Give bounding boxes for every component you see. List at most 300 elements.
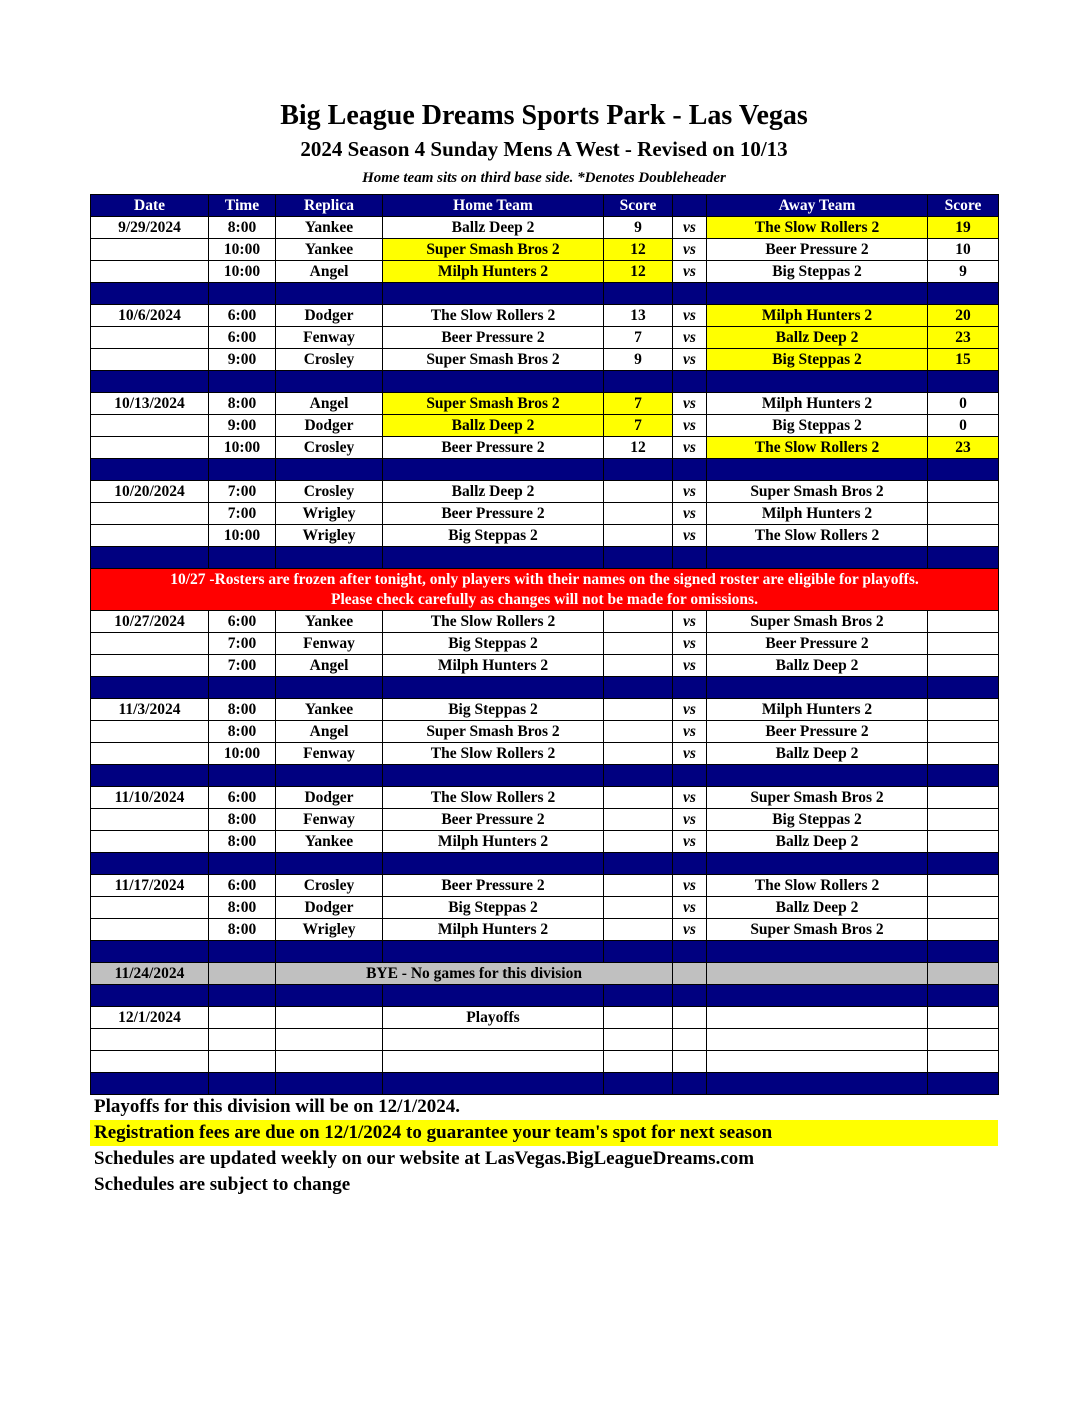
- game-row: [91, 875, 999, 897]
- empty-cell: [91, 547, 209, 569]
- home-team-cell: Beer Pressure 2: [383, 437, 604, 459]
- away-team-cell: Super Smash Bros 2: [707, 481, 928, 503]
- empty-cell: [383, 1051, 604, 1073]
- home-score-cell: 7: [604, 393, 673, 415]
- page-subtitle: 2024 Season 4 Sunday Mens A West - Revised on 10/13: [300, 137, 788, 161]
- away-team-cell: Milph Hunters 2: [707, 699, 928, 721]
- empty-cell: [383, 1029, 604, 1051]
- away-score-cell: [928, 809, 999, 831]
- home-score-cell: 12: [604, 239, 673, 261]
- vs-cell: vs: [673, 831, 707, 853]
- home-team-cell: Big Steppas 2: [383, 699, 604, 721]
- home-team-cell: Beer Pressure 2: [383, 875, 604, 897]
- away-score-cell: [928, 721, 999, 743]
- empty-cell: [673, 547, 707, 569]
- date-cell: [91, 327, 209, 349]
- vs-cell: vs: [673, 393, 707, 415]
- home-score-cell: [604, 525, 673, 547]
- home-score-cell: 7: [604, 415, 673, 437]
- game-row: [91, 239, 999, 261]
- away-team-cell: Milph Hunters 2: [707, 393, 928, 415]
- game-row: [91, 327, 999, 349]
- footer-website-note: Schedules are updated weekly on our website at LasVegas.BigLeagueDreams.com: [94, 1148, 755, 1169]
- empty-cell: [707, 677, 928, 699]
- time-cell: 8:00: [209, 919, 276, 941]
- time-cell: 7:00: [209, 633, 276, 655]
- away-score-cell: 23: [928, 437, 999, 459]
- roster-notice-line2: Please check carefully as changes will not be made for omissions.: [331, 590, 758, 608]
- home-team-cell: The Slow Rollers 2: [383, 743, 604, 765]
- away-team-cell: Beer Pressure 2: [707, 633, 928, 655]
- home-team-cell: The Slow Rollers 2: [383, 611, 604, 633]
- empty-cell: [928, 963, 999, 985]
- time-cell: 6:00: [209, 611, 276, 633]
- replica-cell: Dodger: [276, 897, 383, 919]
- empty-cell: [604, 1073, 673, 1095]
- replica-cell: Angel: [276, 655, 383, 677]
- empty-cell: [276, 1073, 383, 1095]
- game-row: [91, 699, 999, 721]
- date-cell: [91, 349, 209, 371]
- column-header-time: Time: [209, 195, 276, 217]
- away-score-cell: [928, 503, 999, 525]
- replica-cell: Yankee: [276, 831, 383, 853]
- schedule-body: [91, 217, 999, 1095]
- empty-cell: [209, 963, 276, 985]
- away-score-cell: 0: [928, 415, 999, 437]
- empty-cell: [707, 1007, 928, 1029]
- column-header-away-score: Score: [928, 195, 999, 217]
- empty-cell: [209, 459, 276, 481]
- empty-cell: [209, 1007, 276, 1029]
- time-cell: 9:00: [209, 349, 276, 371]
- away-team-cell: Milph Hunters 2: [707, 305, 928, 327]
- home-team-cell: Big Steppas 2: [383, 897, 604, 919]
- roster-notice-row: [91, 569, 999, 611]
- vs-cell: vs: [673, 305, 707, 327]
- game-row: [91, 415, 999, 437]
- column-header-date: Date: [91, 195, 209, 217]
- empty-cell: [604, 1051, 673, 1073]
- empty-cell: [276, 985, 383, 1007]
- home-team-cell: Big Steppas 2: [383, 525, 604, 547]
- home-team-cell: Ballz Deep 2: [383, 481, 604, 503]
- home-score-cell: 12: [604, 437, 673, 459]
- game-row: [91, 393, 999, 415]
- date-cell: 11/10/2024: [91, 787, 209, 809]
- separator-row: [91, 459, 999, 481]
- game-row: [91, 787, 999, 809]
- vs-cell: vs: [673, 897, 707, 919]
- empty-cell: [91, 765, 209, 787]
- column-header-away-team: Away Team: [707, 195, 928, 217]
- away-score-cell: 19: [928, 217, 999, 239]
- bye-label: BYE - No games for this division: [276, 963, 673, 985]
- away-score-cell: 20: [928, 305, 999, 327]
- vs-cell: vs: [673, 611, 707, 633]
- empty-cell: [673, 1051, 707, 1073]
- time-cell: 6:00: [209, 305, 276, 327]
- replica-cell: Wrigley: [276, 503, 383, 525]
- empty-cell: [707, 941, 928, 963]
- date-cell: 11/3/2024: [91, 699, 209, 721]
- home-team-cell: Super Smash Bros 2: [383, 349, 604, 371]
- home-score-cell: 9: [604, 349, 673, 371]
- time-cell: 8:00: [209, 393, 276, 415]
- home-score-cell: [604, 655, 673, 677]
- away-score-cell: [928, 831, 999, 853]
- date-cell: [91, 831, 209, 853]
- empty-cell: [928, 459, 999, 481]
- vs-cell: vs: [673, 721, 707, 743]
- vs-cell: vs: [673, 743, 707, 765]
- date-cell: [91, 721, 209, 743]
- home-team-cell: The Slow Rollers 2: [383, 787, 604, 809]
- home-score-cell: 13: [604, 305, 673, 327]
- replica-cell: Yankee: [276, 239, 383, 261]
- time-cell: 8:00: [209, 897, 276, 919]
- empty-cell: [673, 765, 707, 787]
- game-row: [91, 919, 999, 941]
- date-cell: 11/24/2024: [91, 963, 209, 985]
- column-header-vs: [673, 195, 707, 217]
- empty-cell: [91, 1073, 209, 1095]
- empty-cell: [604, 1029, 673, 1051]
- time-cell: 8:00: [209, 217, 276, 239]
- empty-cell: [383, 459, 604, 481]
- home-score-cell: [604, 875, 673, 897]
- away-score-cell: 10: [928, 239, 999, 261]
- home-team-cell: Big Steppas 2: [383, 633, 604, 655]
- empty-cell: [209, 371, 276, 393]
- home-team-cell: Milph Hunters 2: [383, 655, 604, 677]
- replica-cell: Dodger: [276, 787, 383, 809]
- empty-cell: [707, 1051, 928, 1073]
- time-cell: 7:00: [209, 503, 276, 525]
- game-row: [91, 611, 999, 633]
- replica-cell: Dodger: [276, 415, 383, 437]
- game-row: [91, 481, 999, 503]
- home-team-cell: The Slow Rollers 2: [383, 305, 604, 327]
- away-score-cell: [928, 611, 999, 633]
- date-cell: [91, 261, 209, 283]
- empty-cell: [928, 853, 999, 875]
- date-cell: 12/1/2024: [91, 1007, 209, 1029]
- empty-cell: [383, 941, 604, 963]
- empty-cell: [276, 1007, 383, 1029]
- replica-cell: Fenway: [276, 743, 383, 765]
- empty-cell: [707, 853, 928, 875]
- empty-cell: [209, 283, 276, 305]
- empty-cell: [276, 547, 383, 569]
- home-score-cell: [604, 809, 673, 831]
- away-team-cell: Ballz Deep 2: [707, 327, 928, 349]
- home-team-cell: Super Smash Bros 2: [383, 721, 604, 743]
- separator-row: [91, 283, 999, 305]
- date-cell: [91, 503, 209, 525]
- time-cell: 6:00: [209, 787, 276, 809]
- empty-cell: [673, 459, 707, 481]
- separator-row: [91, 853, 999, 875]
- empty-cell: [276, 371, 383, 393]
- away-score-cell: [928, 787, 999, 809]
- time-cell: 10:00: [209, 743, 276, 765]
- home-team-cell: Milph Hunters 2: [383, 261, 604, 283]
- empty-cell: [707, 1073, 928, 1095]
- time-cell: 7:00: [209, 481, 276, 503]
- empty-cell: [673, 677, 707, 699]
- separator-row: [91, 1073, 999, 1095]
- vs-cell: vs: [673, 655, 707, 677]
- game-row: [91, 305, 999, 327]
- empty-cell: [276, 765, 383, 787]
- vs-cell: vs: [673, 349, 707, 371]
- date-cell: 10/13/2024: [91, 393, 209, 415]
- away-team-cell: Super Smash Bros 2: [707, 611, 928, 633]
- empty-cell: [91, 1051, 209, 1073]
- empty-cell: [707, 371, 928, 393]
- away-team-cell: The Slow Rollers 2: [707, 525, 928, 547]
- home-score-cell: 9: [604, 217, 673, 239]
- empty-cell: [604, 677, 673, 699]
- vs-cell: vs: [673, 261, 707, 283]
- away-team-cell: Beer Pressure 2: [707, 239, 928, 261]
- away-team-cell: Ballz Deep 2: [707, 655, 928, 677]
- column-header-replica: Replica: [276, 195, 383, 217]
- empty-cell: [91, 985, 209, 1007]
- game-row: [91, 831, 999, 853]
- empty-cell: [276, 459, 383, 481]
- away-team-cell: Beer Pressure 2: [707, 721, 928, 743]
- empty-cell: [383, 985, 604, 1007]
- time-cell: 8:00: [209, 831, 276, 853]
- away-score-cell: [928, 699, 999, 721]
- empty-cell: [928, 371, 999, 393]
- date-cell: [91, 919, 209, 941]
- empty-cell: [209, 941, 276, 963]
- footer-change-note: Schedules are subject to change: [94, 1174, 351, 1195]
- empty-cell: [604, 765, 673, 787]
- empty-cell: [928, 941, 999, 963]
- empty-cell: [707, 459, 928, 481]
- away-score-cell: [928, 919, 999, 941]
- replica-cell: Wrigley: [276, 919, 383, 941]
- empty-cell: [209, 547, 276, 569]
- time-cell: 10:00: [209, 261, 276, 283]
- empty-cell: [604, 941, 673, 963]
- replica-cell: Yankee: [276, 699, 383, 721]
- date-cell: 10/6/2024: [91, 305, 209, 327]
- empty-cell: [383, 765, 604, 787]
- date-cell: [91, 525, 209, 547]
- date-cell: 10/20/2024: [91, 481, 209, 503]
- empty-cell: [91, 853, 209, 875]
- replica-cell: Angel: [276, 393, 383, 415]
- home-score-cell: 12: [604, 261, 673, 283]
- empty-cell: [673, 1007, 707, 1029]
- empty-cell: [604, 985, 673, 1007]
- footer-registration-note: Registration fees are due on 12/1/2024 to guarantee your team's spot for next season: [90, 1120, 998, 1146]
- home-score-cell: [604, 611, 673, 633]
- date-cell: 11/17/2024: [91, 875, 209, 897]
- game-row: [91, 217, 999, 239]
- away-team-cell: Ballz Deep 2: [707, 743, 928, 765]
- empty-cell: [91, 283, 209, 305]
- empty-cell: [383, 283, 604, 305]
- date-cell: [91, 743, 209, 765]
- empty-cell: [928, 677, 999, 699]
- date-cell: 10/27/2024: [91, 611, 209, 633]
- home-team-cell: Beer Pressure 2: [383, 503, 604, 525]
- replica-cell: Crosley: [276, 875, 383, 897]
- vs-cell: vs: [673, 875, 707, 897]
- time-cell: 8:00: [209, 699, 276, 721]
- empty-cell: [91, 371, 209, 393]
- empty-cell: [673, 1073, 707, 1095]
- empty-cell: [383, 1073, 604, 1095]
- vs-cell: vs: [673, 217, 707, 239]
- away-score-cell: [928, 743, 999, 765]
- vs-cell: vs: [673, 809, 707, 831]
- game-row: [91, 897, 999, 919]
- home-score-cell: [604, 743, 673, 765]
- away-team-cell: Big Steppas 2: [707, 349, 928, 371]
- empty-cell: [91, 941, 209, 963]
- empty-cell: [673, 941, 707, 963]
- footer-playoffs-note: Playoffs for this division will be on 12/1/2024.: [94, 1096, 460, 1117]
- away-score-cell: [928, 633, 999, 655]
- empty-cell: [383, 677, 604, 699]
- home-score-cell: [604, 721, 673, 743]
- empty-cell: [928, 283, 999, 305]
- date-cell: [91, 415, 209, 437]
- time-cell: 10:00: [209, 239, 276, 261]
- vs-cell: vs: [673, 327, 707, 349]
- home-score-cell: [604, 699, 673, 721]
- game-row: [91, 655, 999, 677]
- replica-cell: Crosley: [276, 349, 383, 371]
- separator-row: [91, 941, 999, 963]
- time-cell: 10:00: [209, 437, 276, 459]
- empty-cell: [209, 853, 276, 875]
- replica-cell: Angel: [276, 721, 383, 743]
- empty-cell: [604, 283, 673, 305]
- away-score-cell: [928, 481, 999, 503]
- replica-cell: Crosley: [276, 437, 383, 459]
- time-cell: 9:00: [209, 415, 276, 437]
- empty-cell: [209, 985, 276, 1007]
- empty-cell: [604, 547, 673, 569]
- empty-cell: [928, 1073, 999, 1095]
- page-title: Big League Dreams Sports Park - Las Vegas: [280, 100, 808, 131]
- game-row: [91, 261, 999, 283]
- home-score-cell: [604, 503, 673, 525]
- away-team-cell: Super Smash Bros 2: [707, 787, 928, 809]
- empty-cell: [928, 985, 999, 1007]
- empty-cell: [383, 371, 604, 393]
- blank-row: [91, 1051, 999, 1073]
- vs-cell: vs: [673, 503, 707, 525]
- vs-cell: vs: [673, 919, 707, 941]
- home-score-cell: [604, 831, 673, 853]
- column-header-home-score: Score: [604, 195, 673, 217]
- game-row: [91, 525, 999, 547]
- separator-row: [91, 677, 999, 699]
- empty-cell: [928, 547, 999, 569]
- time-cell: 8:00: [209, 721, 276, 743]
- vs-cell: vs: [673, 239, 707, 261]
- empty-cell: [928, 765, 999, 787]
- time-cell: 8:00: [209, 809, 276, 831]
- empty-cell: [276, 941, 383, 963]
- away-team-cell: The Slow Rollers 2: [707, 437, 928, 459]
- home-team-cell: Beer Pressure 2: [383, 327, 604, 349]
- home-score-cell: 7: [604, 327, 673, 349]
- empty-cell: [276, 1029, 383, 1051]
- blank-row: [91, 1029, 999, 1051]
- replica-cell: Fenway: [276, 633, 383, 655]
- empty-cell: [928, 1029, 999, 1051]
- vs-cell: vs: [673, 437, 707, 459]
- replica-cell: Angel: [276, 261, 383, 283]
- vs-cell: vs: [673, 481, 707, 503]
- empty-cell: [209, 1051, 276, 1073]
- game-row: [91, 809, 999, 831]
- empty-cell: [91, 1029, 209, 1051]
- empty-cell: [707, 985, 928, 1007]
- time-cell: 6:00: [209, 875, 276, 897]
- away-score-cell: [928, 525, 999, 547]
- column-header-home-team: Home Team: [383, 195, 604, 217]
- home-team-cell: Beer Pressure 2: [383, 809, 604, 831]
- date-cell: [91, 239, 209, 261]
- empty-cell: [673, 963, 707, 985]
- empty-cell: [209, 1029, 276, 1051]
- replica-cell: Fenway: [276, 327, 383, 349]
- replica-cell: Dodger: [276, 305, 383, 327]
- away-team-cell: The Slow Rollers 2: [707, 217, 928, 239]
- empty-cell: [209, 765, 276, 787]
- replica-cell: Crosley: [276, 481, 383, 503]
- date-cell: 9/29/2024: [91, 217, 209, 239]
- empty-cell: [928, 1051, 999, 1073]
- away-team-cell: Milph Hunters 2: [707, 503, 928, 525]
- empty-cell: [707, 1029, 928, 1051]
- replica-cell: Yankee: [276, 611, 383, 633]
- date-cell: [91, 437, 209, 459]
- empty-cell: [604, 1007, 673, 1029]
- game-row: [91, 503, 999, 525]
- empty-cell: [928, 1007, 999, 1029]
- away-score-cell: 15: [928, 349, 999, 371]
- away-score-cell: [928, 655, 999, 677]
- away-team-cell: Big Steppas 2: [707, 261, 928, 283]
- playoffs-row: [91, 1007, 999, 1029]
- bye-row: [91, 963, 999, 985]
- date-cell: [91, 809, 209, 831]
- away-score-cell: 9: [928, 261, 999, 283]
- vs-cell: vs: [673, 787, 707, 809]
- empty-cell: [276, 853, 383, 875]
- date-cell: [91, 633, 209, 655]
- empty-cell: [91, 459, 209, 481]
- empty-cell: [604, 459, 673, 481]
- time-cell: 7:00: [209, 655, 276, 677]
- home-score-cell: [604, 897, 673, 919]
- away-team-cell: The Slow Rollers 2: [707, 875, 928, 897]
- empty-cell: [276, 283, 383, 305]
- empty-cell: [209, 1073, 276, 1095]
